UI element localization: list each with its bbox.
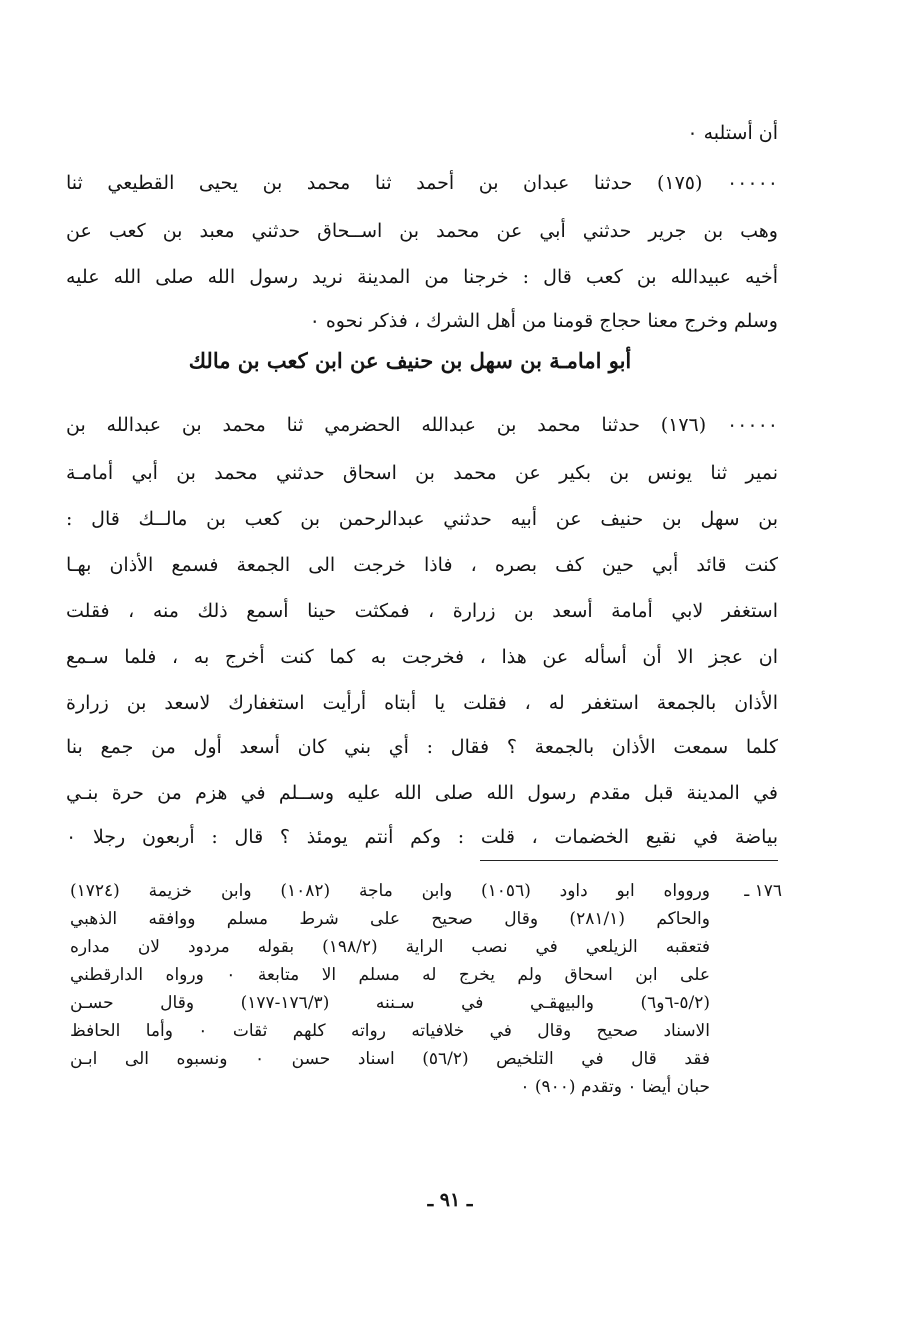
text-line: نمير ثنا يونس بن بكير عن محمد بن اسحاق حدثني محمد بن أبي أمامـة [66, 462, 778, 484]
text-line: كلما سمعت الأذان بالجمعة ؟ فقال : أي بني كان أسعد أول من جمع بنا [66, 736, 778, 758]
text-line: ٠٠٠٠٠ (١٧٦) حدثنا محمد بن عبدالله الحضرمي ثنا محمد بن عبدالله بن [66, 414, 778, 436]
footnote-line: الاسناد صحيح وقال في خلافياته رواته كلهم ثقات ٠ وأما الحافظ [70, 1021, 710, 1041]
footnote-number: ١٧٦ ـ [744, 881, 782, 901]
text-line: في المدينة قبل مقدم رسول الله صلى الله عليه وســلم في هزم من حرة بنـي [66, 782, 778, 804]
text-line: أن أستلبه ٠ [687, 122, 778, 144]
footnote-line: وروواه ابو داود (١٠٥٦) وابن ماجة (١٠٨٢) وابن خزيمة (١٧٢٤) [70, 881, 710, 901]
text-line: كنت قائد أبي حين كف بصره ، فاذا خرجت الى الجمعة فسمع الأذان بهـا [66, 554, 778, 576]
text-line: وهب بن جرير حدثني أبي عن محمد بن اســحاق حدثني معبد بن كعب عن [66, 220, 778, 242]
page-number: ـ ٩١ ـ [427, 1189, 473, 1211]
text-line: ٠٠٠٠٠ (١٧٥) حدثنا عبدان بن أحمد ثنا محمد بن يحيى القطيعي ثنا [66, 172, 778, 194]
footnote-line: حبان أيضا ٠ وتقدم (٩٠٠) ٠ [520, 1077, 710, 1097]
footnote-line: والحاكم (٢٨١/١) وقال صحيح على شرط مسلم ووافقه الذهبي [70, 909, 710, 929]
text-line: وسلم وخرج معنا حجاج قومنا من أهل الشرك ، فذكر نحوه ٠ [309, 310, 778, 332]
text-line: بياضة في نقيع الخضمات ، قلت : وكم أنتم يومئذ ؟ قال : أربعون رجلا ٠ [66, 826, 778, 848]
text-line: ان عجز الا أن أسأله عن هذا ، فخرجت به كما كنت أخرج به ، فلما سـمع [66, 646, 778, 668]
footnote-line: فقد قال في التلخيص (٥٦/٢) اسناد حسن ٠ ونسبوه الى ابـن [70, 1049, 710, 1069]
footnote-line: (٥/٢-٦و٦) والبيهقـي في سـننه (١٧٦/٣-١٧٧) وقال حسـن [70, 993, 710, 1013]
text-line: استغفر لابي أمامة أسعد بن زرارة ، فمكثت حينا أسمع ذلك منه ، فقلت [66, 600, 778, 622]
footnote-line: على ابن اسحاق ولم يخرج له مسلم الا متابعة ٠ ورواه الدارقطني [70, 965, 710, 985]
footnote-separator [480, 860, 778, 861]
footnote-line: فتعقبه الزيلعي في نصب الراية (١٩٨/٢) بقوله مردود لان مداره [70, 937, 710, 957]
text-line: أخيه عبيدالله بن كعب قال : خرجنا من المدينة نريد رسول الله صلى الله عليه [66, 266, 778, 288]
text-line: بن سهل بن حنيف عن أبيه حدثني عبدالرحمن بن كعب بن مالــك قال : [66, 508, 778, 530]
section-heading: أبو امامـة بن سهل بن حنيف عن ابن كعب بن مالك [188, 348, 632, 373]
text-line: الأذان بالجمعة استغفر له ، فقلت يا أبتاه أرأيت استغفارك لاسعد بن زرارة [66, 692, 778, 714]
